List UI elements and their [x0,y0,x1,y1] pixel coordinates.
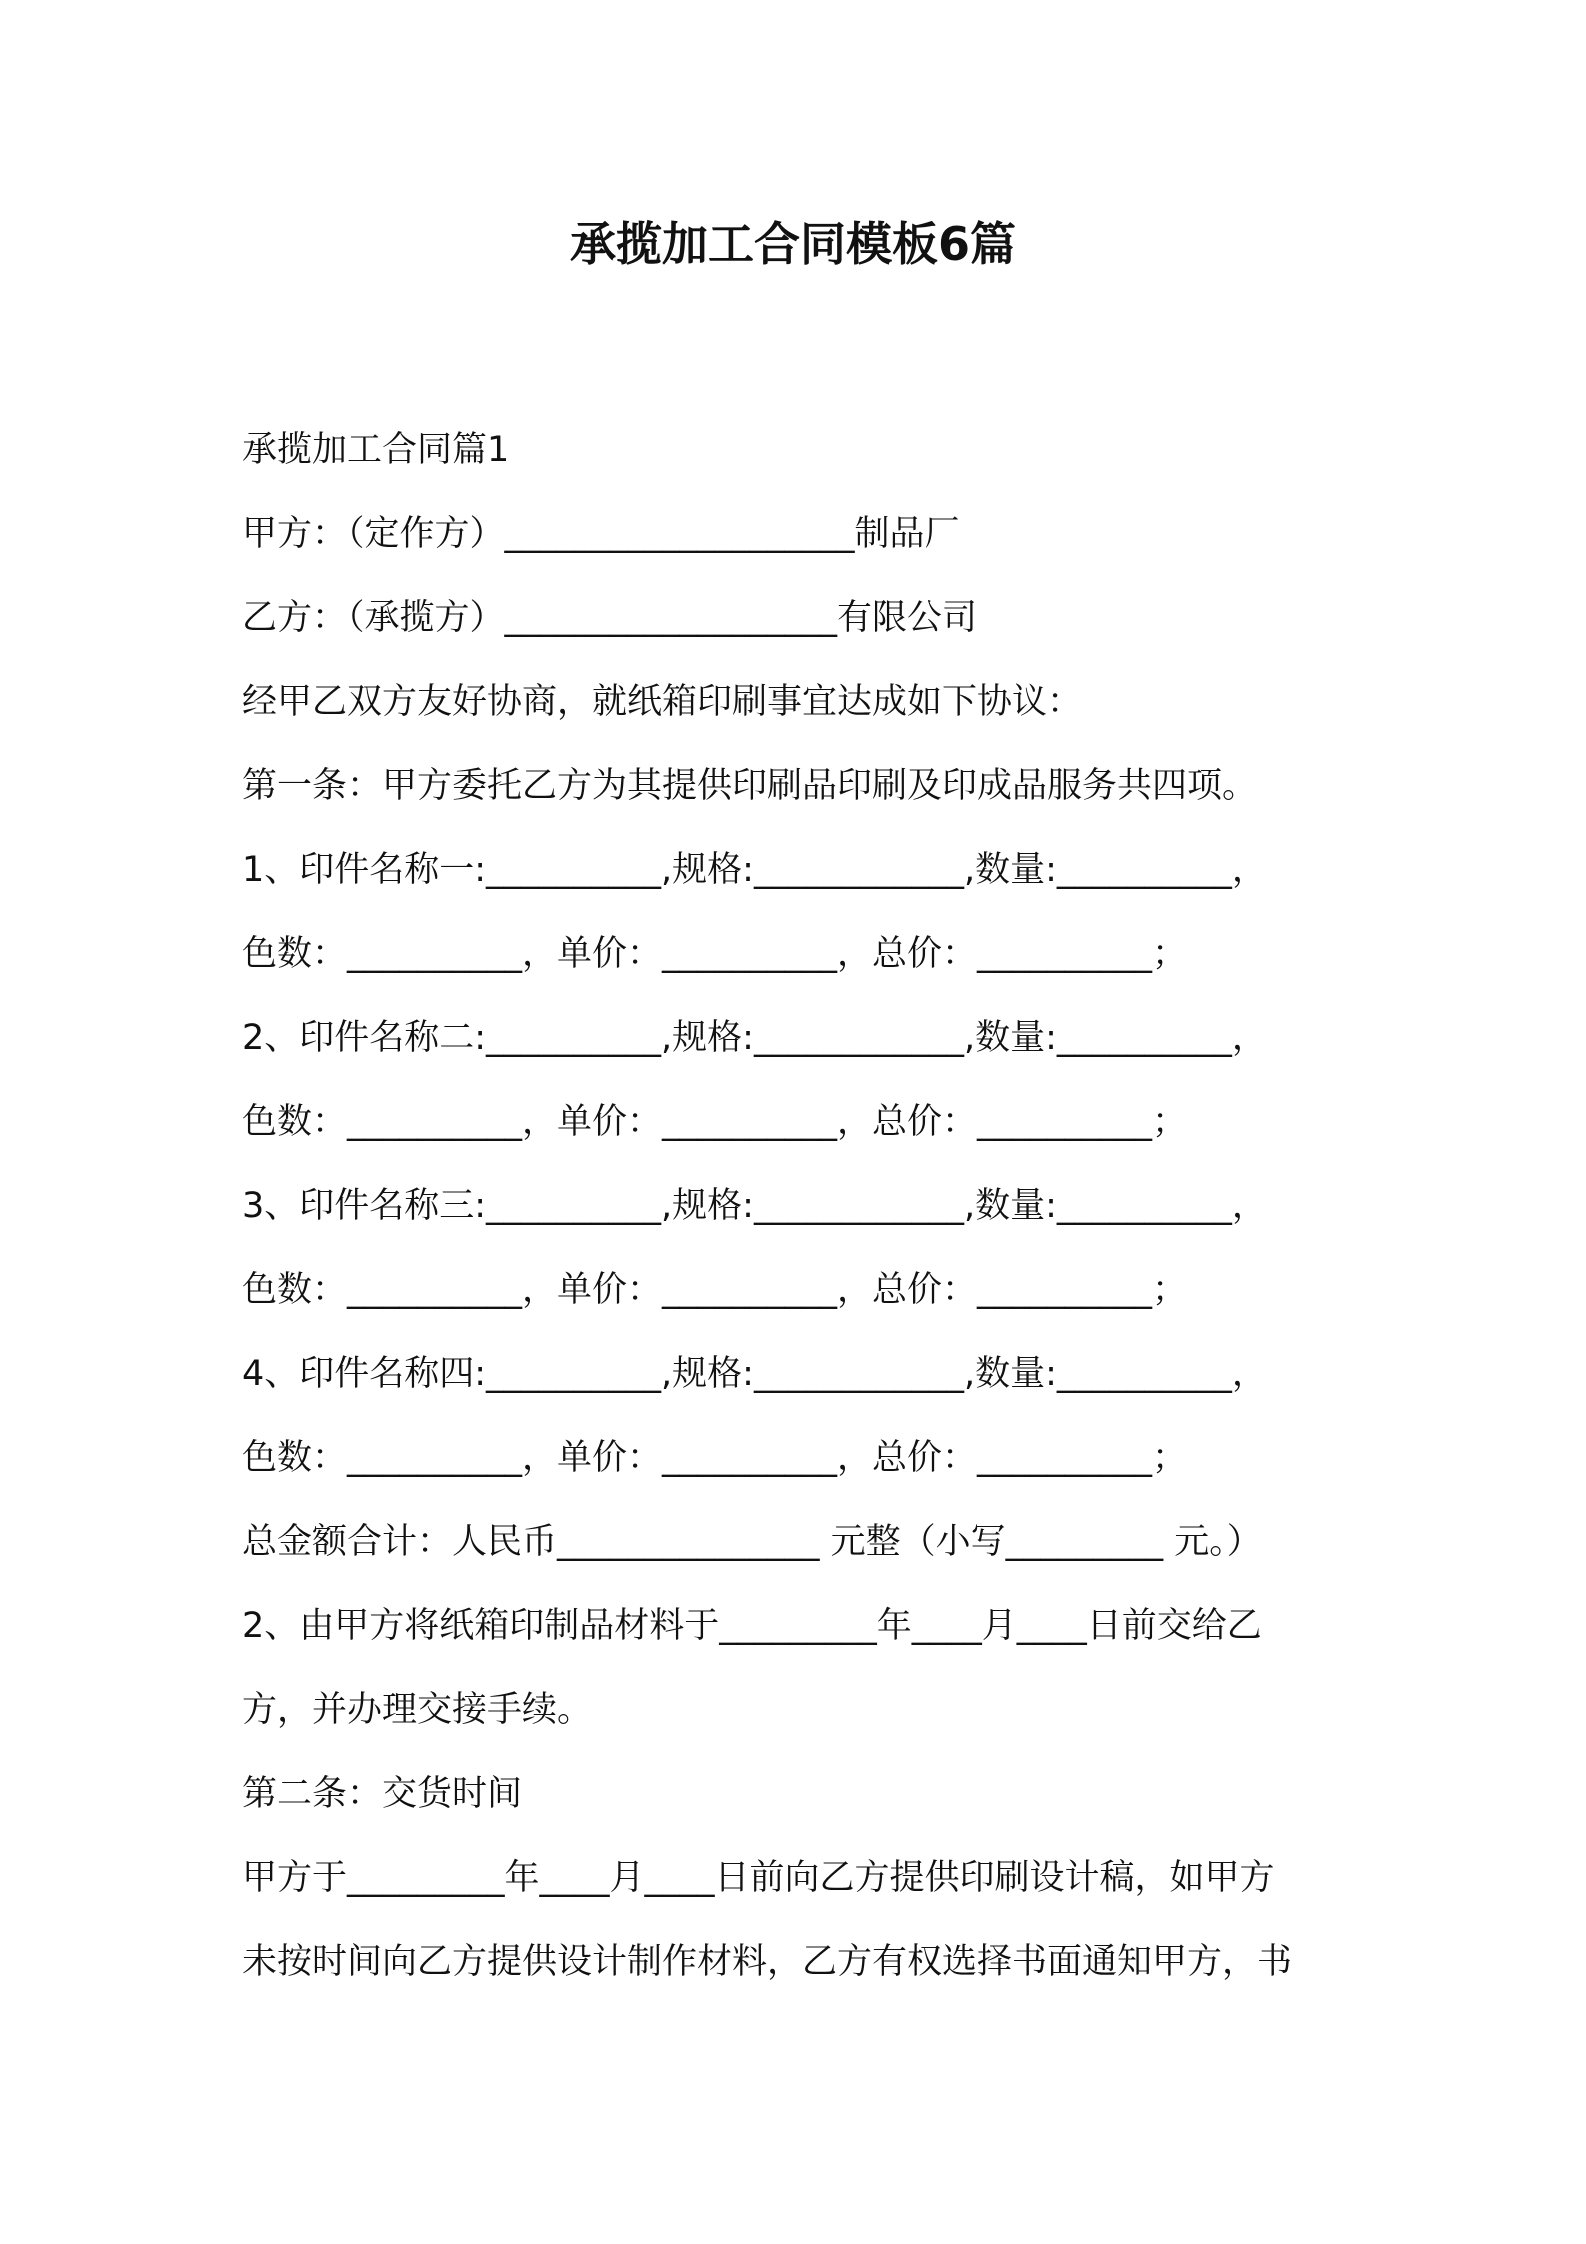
party-a-line: 甲方：（定作方）____________________制品厂 [242,514,960,554]
article-2-heading: 第二条：交货时间 [242,1774,523,1814]
document-body [242,408,1362,2004]
total-amount-line: 总金额合计：人民币_______________ 元整（小写_________ 元。） [242,1522,1262,1562]
item-2-line: 2、印件名称二:__________,规格:____________,数量:__________， [242,1018,1267,1058]
section-heading: 承揽加工合同篇1 [242,430,510,470]
delivery-time-continued: 未按时间向乙方提供设计制作材料，乙方有权选择书面通知甲方，书 [242,1942,1293,1982]
article-1-heading: 第一条：甲方委托乙方为其提供印刷品印刷及印成品服务共四项。 [242,766,1258,806]
document-title: 承揽加工合同模板6篇 [569,217,1016,271]
party-b-line: 乙方：（承揽方）___________________有限公司 [242,598,978,638]
item-1-price-line: 色数：__________，单价：__________，总价：__________； [242,934,1188,974]
material-delivery-line: 2、由甲方将纸箱印制品材料于_________年____月____日前交给乙 [242,1606,1262,1646]
item-4-line: 4、印件名称四:__________,规格:____________,数量:__________， [242,1354,1267,1394]
delivery-time-line: 甲方于_________年____月____日前向乙方提供印刷设计稿，如甲方 [242,1858,1275,1898]
item-2-price-line: 色数：__________，单价：__________，总价：__________； [242,1102,1188,1142]
item-3-line: 3、印件名称三:__________,规格:____________,数量:__________， [242,1186,1267,1226]
item-4-price-line: 色数：__________，单价：__________，总价：__________； [242,1438,1188,1478]
agreement-intro: 经甲乙双方友好协商，就纸箱印刷事宜达成如下协议： [242,682,1083,722]
item-3-price-line: 色数：__________，单价：__________，总价：__________； [242,1270,1188,1310]
material-delivery-continued: 方，并办理交接手续。 [242,1690,593,1730]
item-1-line: 1、印件名称一:__________,规格:____________,数量:__________， [242,850,1267,890]
